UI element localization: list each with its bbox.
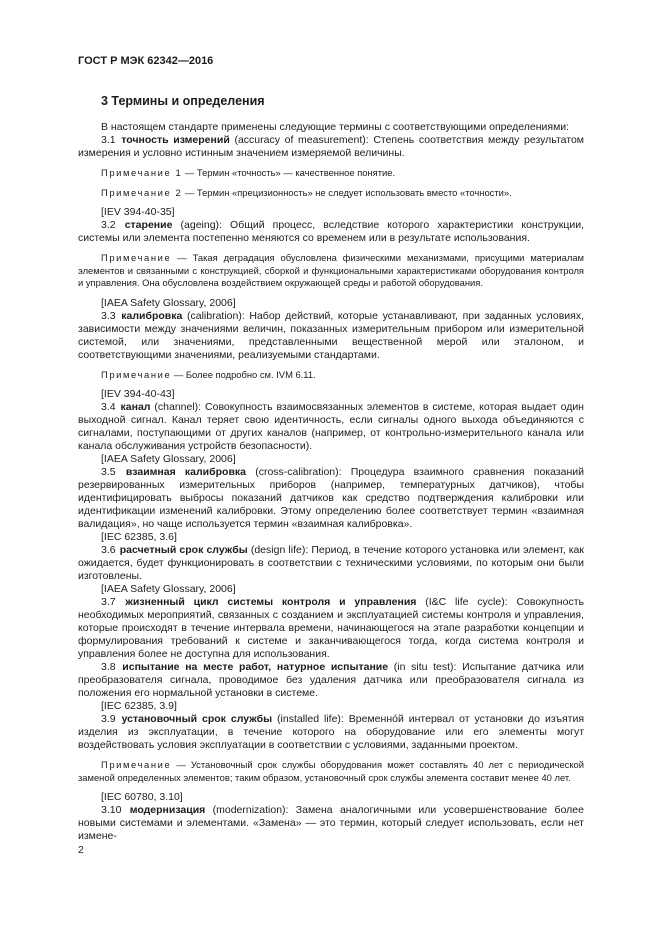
note-label: Примечание — [101, 252, 172, 263]
reference-citation: [IAEA Safety Glossary, 2006] — [101, 453, 236, 465]
term-number: 3.2 — [101, 219, 116, 231]
note-text: — Более подробно см. IVM 6.11. — [173, 368, 316, 380]
term-text: (ageing): Общий процесс, вследствие которого характеристики конструкции, системы или элемента постепенно меняются со временем или в результате использования. — [78, 219, 585, 244]
running-header: ГОСТ Р МЭК 62342—2016 — [78, 55, 214, 67]
term-definition-3-10 — [78, 804, 584, 843]
term-number: 3.10 — [101, 804, 122, 816]
page-number: 2 — [78, 844, 84, 856]
term-text: (cross-calibration): Процедура взаимного сравнения показаний резервированных измерительных приборов (например, температурных датчиков), чтобы идентифицировать выбросы показаний датчиков как средство подтверждения калибровки или идентификации изменений калибровки. Этому определению более соответствует термин «взаимная валидация», но чаще используется термин «взаимная калибровка». — [78, 466, 585, 530]
term-number: 3.9 — [101, 713, 116, 725]
term-name: точность измерений — [121, 134, 230, 146]
term-definition-3-9 — [78, 713, 584, 752]
note-calibration — [78, 369, 584, 382]
intro-paragraph: В настоящем стандарте применены следующие термины с соответствующими определениями: — [101, 121, 570, 133]
term-name: модернизация — [129, 804, 206, 816]
reference-citation: [IEC 60780, 3.10] — [101, 791, 183, 803]
note-label: Примечание — [101, 368, 172, 380]
term-text: (accuracy of measurement): Степень соответствия между результатом измерения и условно истинным значением измеряемой величины. — [78, 134, 585, 159]
note-label: Примечание 1 — [101, 167, 183, 178]
reference-citation: [IEC 62385, 3.9] — [101, 700, 177, 712]
term-definition-3-2 — [78, 219, 584, 245]
term-text: (in situ test): Испытание датчика или преобразователя сигнала, проводимое без удаления датчика или преобразователя сигнала из положения его нормальной установки в системе. — [78, 661, 584, 699]
term-text: (calibration): Набор действий, которые устанавливают, при заданных условиях, зависимости между значениями величин, показанных измерительным прибором или измерительной системой, или значениями, представленными вещественной мерой или эталоном, и соответствующими значениями, реализуемыми стандартами. — [78, 309, 585, 361]
note-2 — [78, 187, 584, 200]
term-text: (channel): Совокупность взаимосвязанных элементов в системе, которая выдает один выходной сигнал. Канал теряет свою идентичность, если сигналы одного выхода объединяются с сигналами, поступающими от других каналов (например, от контрольно-измерительного канала или канала обслуживания устройств безопасности). — [78, 401, 584, 452]
term-name: старение — [124, 219, 173, 231]
term-name: калибровка — [121, 309, 183, 322]
term-number: 3.4 — [101, 401, 116, 413]
note-label: Примечание 2 — [101, 186, 183, 198]
term-name: взаимная калибровка — [125, 466, 246, 478]
term-text: (modernization): Замена аналогичными или усовершенствование более новыми системами и элементами. «Замена» — это термин, который следует использовать, если нет измене- — [78, 804, 584, 842]
note-1 — [78, 167, 584, 180]
term-definition-3-1 — [78, 134, 584, 160]
section-heading: 3 Термины и определения — [101, 94, 265, 108]
note-text: — Термин «точность» — качественное понятие. — [184, 167, 396, 178]
term-number: 3.7 — [101, 596, 116, 608]
term-number: 3.8 — [101, 661, 116, 673]
reference-citation: [IEV 394-40-35] — [101, 206, 175, 218]
term-name: расчетный срок службы — [119, 544, 248, 556]
term-definition-3-8 — [78, 661, 584, 700]
reference-citation: [IEC 62385, 3.6] — [101, 531, 177, 543]
note-installed-life — [78, 759, 584, 784]
note-ageing — [78, 252, 584, 290]
term-text: (installed life): Временно́й интервал от установки до изъятия изделия из эксплуатации, в течение которого на оборудование или его элементы могут воздействовать условия эксплуатации в соответствии с условиями, заданными проектом. — [78, 713, 585, 751]
term-definition-3-4 — [78, 401, 584, 453]
term-definition-3-3 — [78, 310, 584, 362]
term-definition-3-5 — [78, 466, 584, 531]
note-text: — Такая деградация обусловлена физическими механизмами, присущими материалам элементов и связанными с конструкцией, сборкой и функциональными характеристиками оборудования контроля и управления. Она обусловлена воздействием окружающей среды и работой оборудования. — [78, 252, 584, 288]
term-name: жизненный цикл системы контроля и управления — [125, 596, 417, 608]
term-definition-3-6 — [78, 544, 584, 583]
term-name: испытание на месте работ, натурное испытание — [122, 661, 389, 673]
term-number: 3.5 — [101, 466, 116, 478]
note-text: — Установочный срок службы оборудования может составлять 40 лет с периодической заменой определенных элементов; таким образом, установочный срок службы элемента составит менее 40 лет. — [78, 759, 584, 783]
note-label: Примечание — [101, 759, 172, 770]
term-number: 3.3 — [101, 309, 116, 322]
term-name: канал — [120, 401, 151, 413]
term-text: (I&C life cycle): Совокупность необходимых мероприятий, связанных с созданием и эксплуатацией системы контроля и управления, которые происходят в течение интервала времени, начинающегося на этапе разработки концепции и формулирования требований к системе и заканчивающегося тогда, когда система контроля и управления более не доступна для использования. — [78, 596, 584, 660]
term-definition-3-7 — [78, 596, 584, 661]
reference-citation: [IAEA Safety Glossary, 2006] — [101, 296, 236, 309]
term-number: 3.1 — [101, 134, 116, 146]
term-text: (design life): Период, в течение которого установка или элемент, как ожидается, будет функционировать в соответствии с техническими условиями, по которым они были изготовлены. — [78, 544, 584, 582]
reference-citation: [IAEA Safety Glossary, 2006] — [101, 583, 236, 595]
term-number: 3.6 — [101, 544, 116, 556]
term-name: установочный срок службы — [121, 713, 273, 725]
reference-citation: [IEV 394-40-43] — [101, 388, 175, 400]
note-text: — Термин «прецизионность» не следует использовать вместо «точности». — [184, 186, 512, 198]
